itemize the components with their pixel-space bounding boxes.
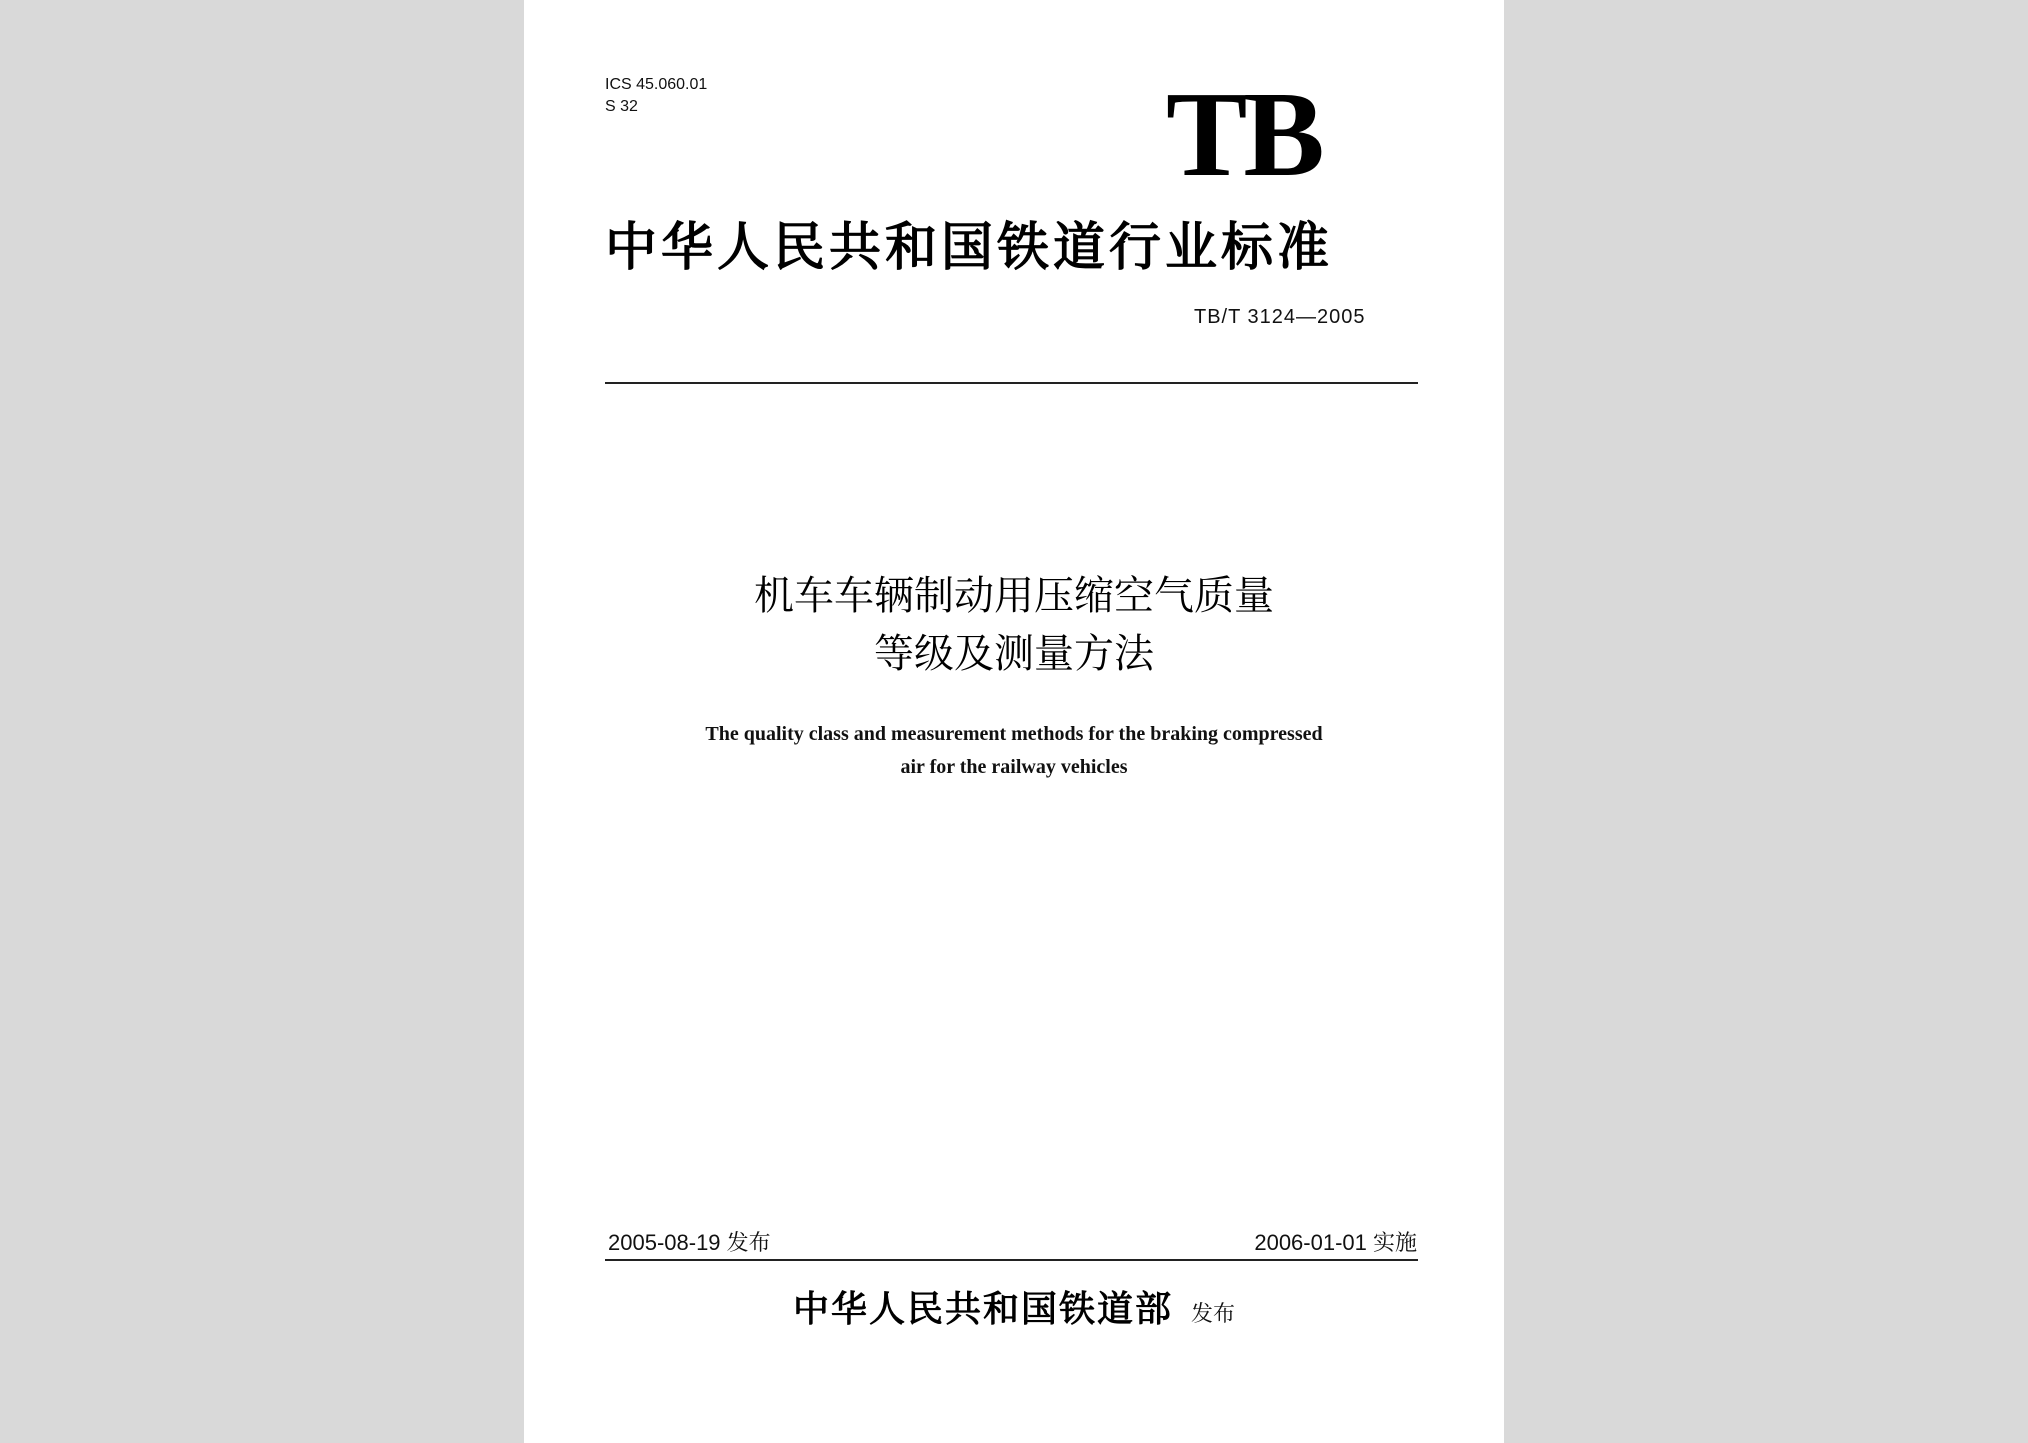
title-en-line-1: The quality class and measurement methods for the braking compressed [705, 723, 1323, 745]
title-en-line-2: air for the railway vehicles [900, 756, 1128, 778]
classification-codes [605, 74, 707, 118]
cover-page [524, 0, 1504, 1443]
title-zh-line-1: 机车车辆制动用压缩空气质量 [754, 573, 1274, 619]
ccs-code: S 32 [605, 98, 638, 115]
bottom-divider [605, 1259, 1418, 1261]
issuer-line [524, 1286, 1504, 1339]
standard-number: TB/T 3124—2005 [1194, 306, 1366, 328]
title-zh-line-2: 等级及测量方法 [874, 631, 1154, 677]
issuer-action: 发布 [1191, 1302, 1236, 1327]
issue-date: 2005-08-19 发布 [608, 1230, 771, 1255]
top-divider [605, 382, 1418, 384]
ics-code: ICS 45.060.01 [605, 76, 708, 93]
issuer-name: 中华人民共和国铁道部 [792, 1289, 1173, 1330]
implementation-date: 2006-01-01 实施 [1254, 1230, 1417, 1255]
standard-type-heading: 中华人民共和国铁道行业标准 [605, 218, 1334, 278]
tb-logo: TB [1166, 67, 1321, 202]
